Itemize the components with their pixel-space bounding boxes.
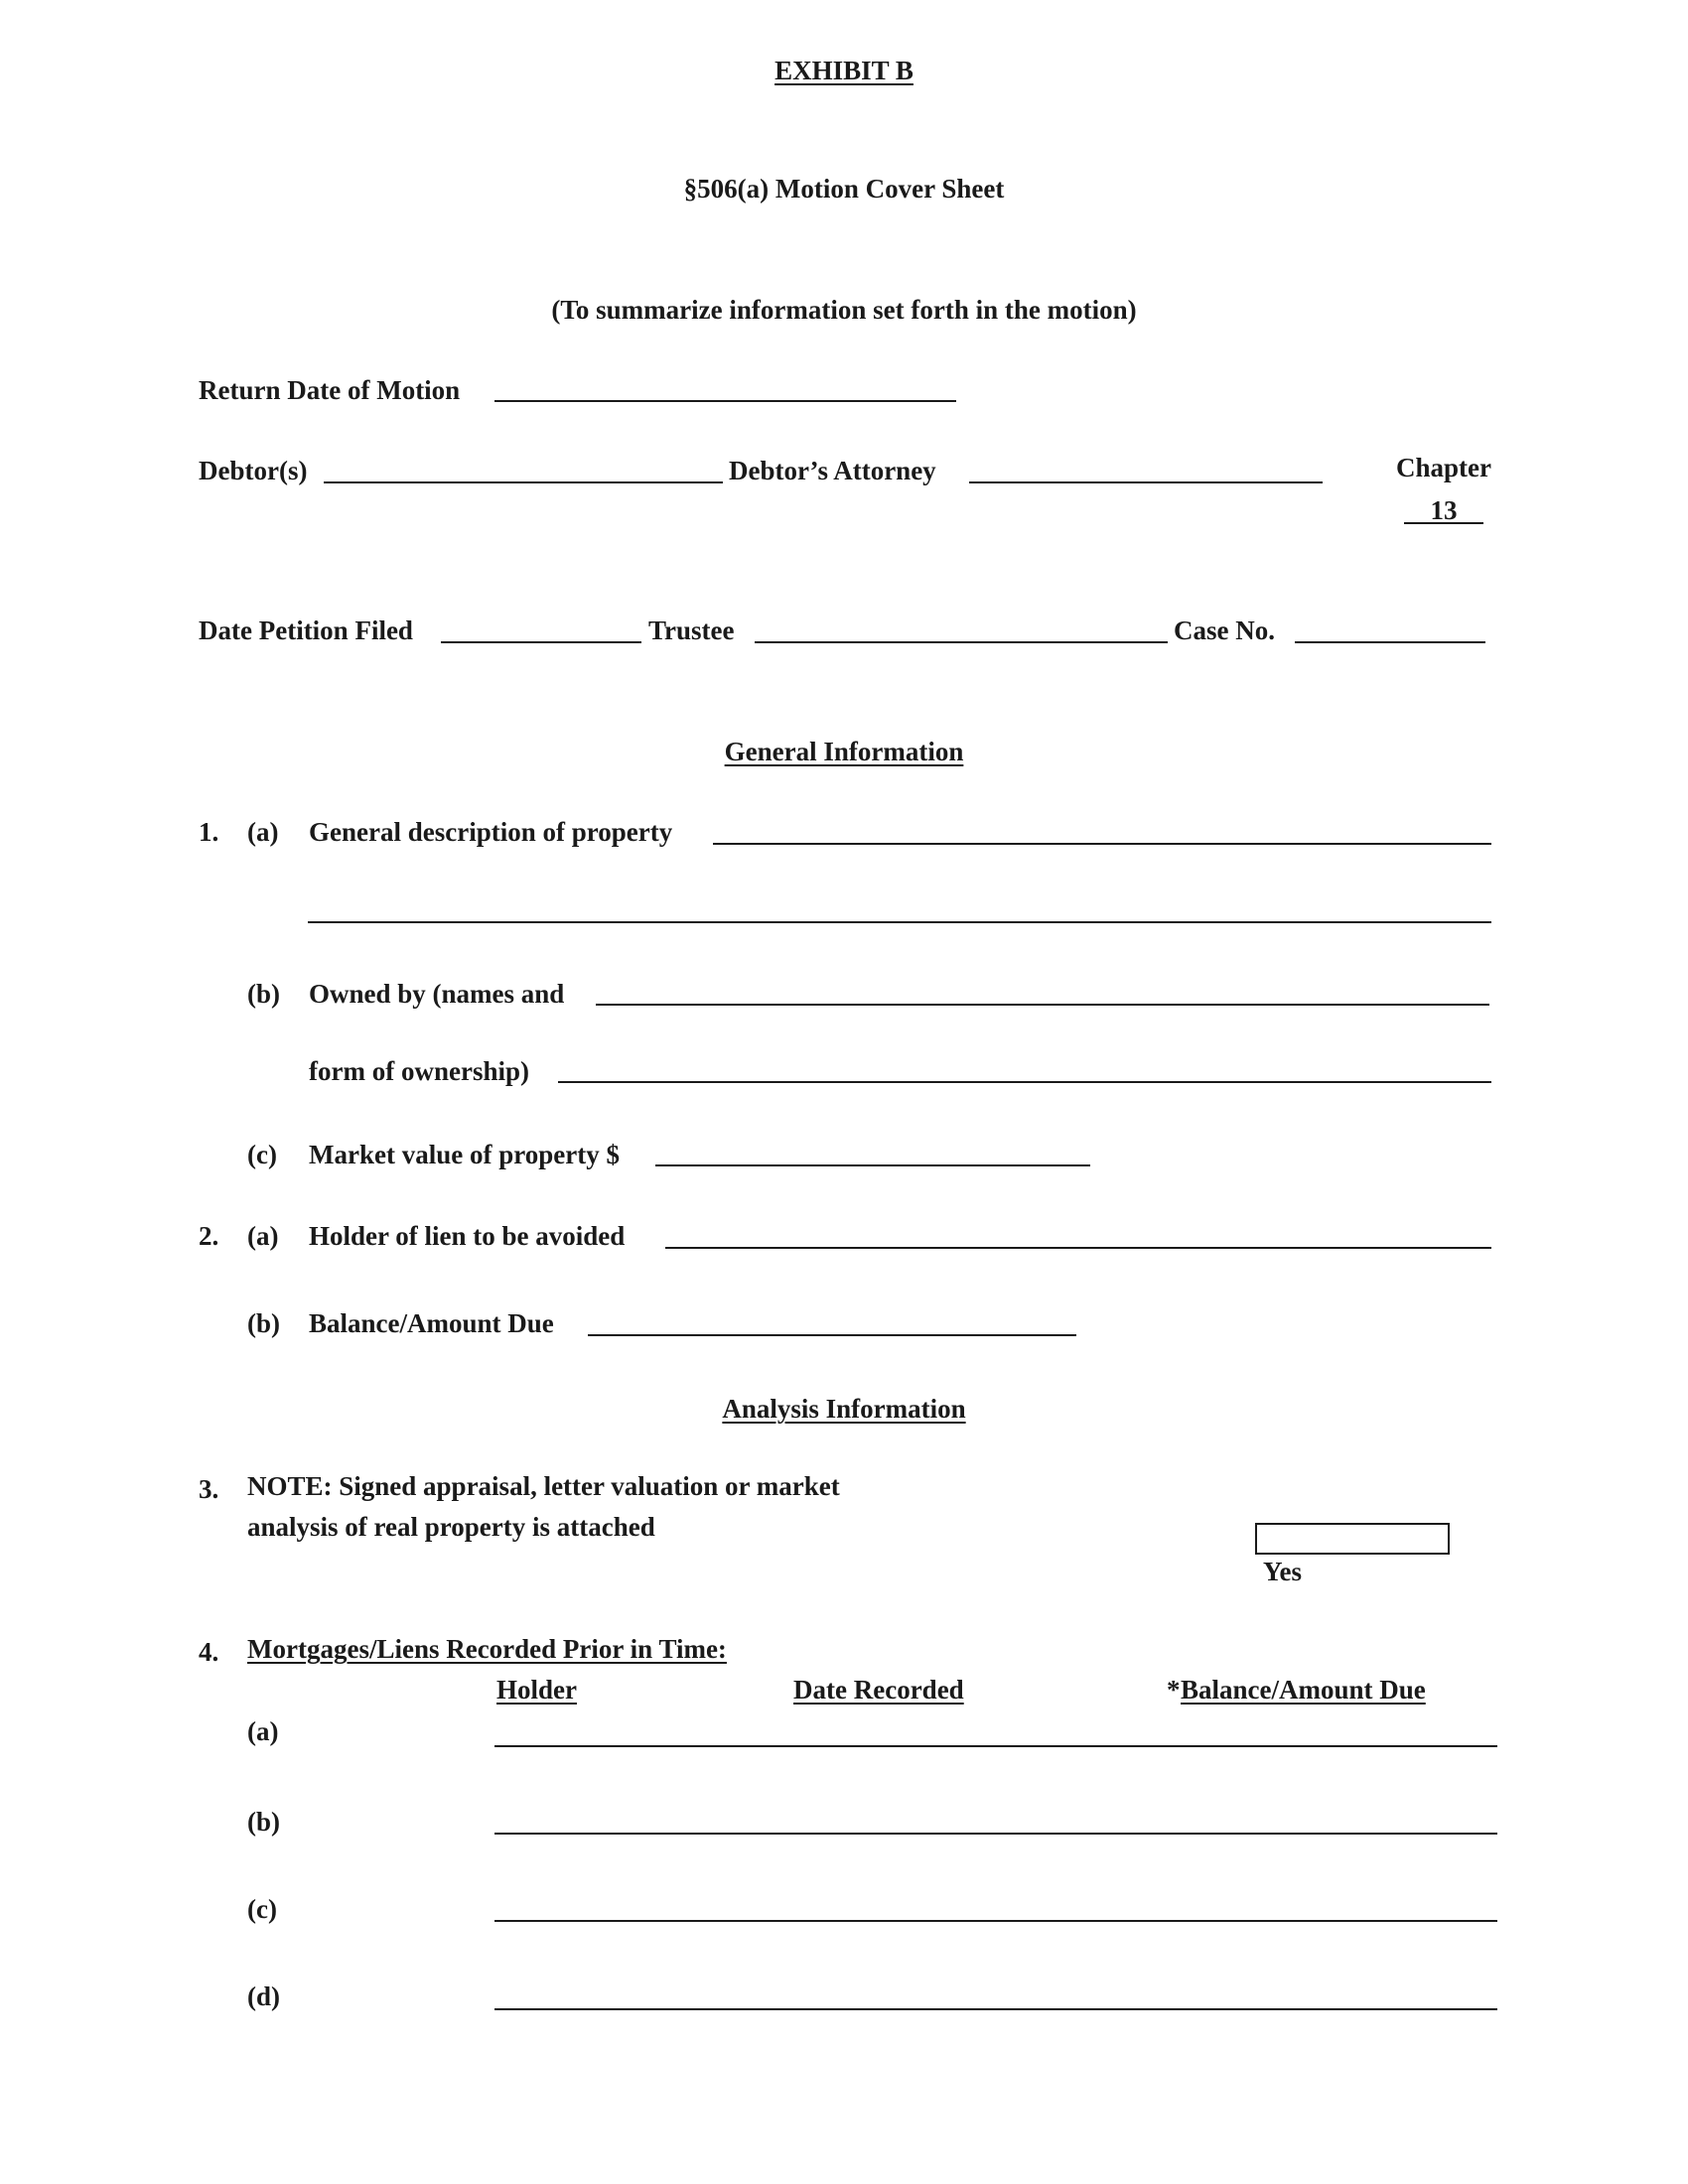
yes-checkbox[interactable] [1255, 1523, 1450, 1555]
owned-by-field[interactable] [596, 1004, 1489, 1006]
return-date-label: Return Date of Motion [199, 375, 461, 405]
mortgages-heading: Mortgages/Liens Recorded Prior in Time: [247, 1634, 727, 1664]
item-3-number: 3. [199, 1474, 219, 1504]
lien-row-line-c[interactable] [494, 1920, 1497, 1922]
debtors-attorney-label: Debtor’s Attorney [729, 456, 936, 485]
lien-row-line-d[interactable] [494, 2008, 1497, 2010]
item-1-number: 1. [199, 817, 219, 847]
item-1a-letter: (a) [247, 817, 279, 847]
column-balance-asterisk: * [1167, 1675, 1181, 1705]
debtors-attorney-field[interactable] [969, 481, 1323, 483]
item-2-number: 2. [199, 1221, 219, 1251]
analysis-information-heading: Analysis Information [722, 1394, 966, 1424]
property-description-field-2[interactable] [308, 921, 1491, 923]
lien-row-line-a[interactable] [494, 1745, 1497, 1747]
return-date-field[interactable] [494, 400, 956, 402]
trustee-label: Trustee [648, 615, 735, 645]
item-4-number: 4. [199, 1637, 219, 1667]
chapter-value: 13 [1430, 495, 1458, 525]
item-1b-letter: (b) [247, 979, 280, 1009]
balance-due-label: Balance/Amount Due [309, 1308, 554, 1338]
market-value-field[interactable] [655, 1164, 1090, 1166]
property-description-field[interactable] [713, 843, 1491, 845]
date-petition-filed-label: Date Petition Filed [199, 615, 413, 645]
balance-due-field[interactable] [588, 1334, 1076, 1336]
lien-row-letter: (a) [247, 1716, 279, 1746]
lien-holder-field[interactable] [665, 1247, 1491, 1249]
case-no-field[interactable] [1295, 641, 1485, 643]
general-information-heading: General Information [724, 737, 964, 766]
item-2b-letter: (b) [247, 1308, 280, 1338]
lien-holder-label: Holder of lien to be avoided [309, 1221, 626, 1251]
lien-row-letter: (c) [247, 1894, 277, 1924]
date-petition-filed-field[interactable] [441, 641, 641, 643]
page-title: §506(a) Motion Cover Sheet [683, 174, 1005, 204]
debtors-label: Debtor(s) [199, 456, 308, 485]
column-date-recorded: Date Recorded [793, 1675, 964, 1705]
debtors-field[interactable] [324, 481, 723, 483]
case-no-label: Case No. [1174, 615, 1275, 645]
column-balance-due: Balance/Amount Due [1181, 1675, 1426, 1705]
property-description-label: General description of property [309, 817, 673, 847]
lien-row-letter: (b) [247, 1807, 280, 1837]
ownership-form-field[interactable] [558, 1081, 1491, 1083]
note-line-2: analysis of real property is attached [247, 1512, 655, 1542]
owned-by-label: Owned by (names and [309, 979, 565, 1009]
column-holder: Holder [496, 1675, 577, 1705]
trustee-field[interactable] [755, 641, 1168, 643]
page-subtitle: (To summarize information set forth in the motion) [551, 295, 1137, 325]
item-2a-letter: (a) [247, 1221, 279, 1251]
ownership-form-label: form of ownership) [309, 1056, 529, 1086]
chapter-label: Chapter [1396, 453, 1491, 482]
market-value-label: Market value of property $ [309, 1140, 620, 1169]
lien-row-letter: (d) [247, 1981, 280, 2011]
lien-row-line-b[interactable] [494, 1833, 1497, 1835]
note-line-1: NOTE: Signed appraisal, letter valuation or market [247, 1471, 840, 1501]
item-1c-letter: (c) [247, 1140, 277, 1169]
yes-label: Yes [1263, 1557, 1302, 1586]
chapter-underline [1404, 522, 1483, 524]
exhibit-title: EXHIBIT B [774, 56, 914, 85]
